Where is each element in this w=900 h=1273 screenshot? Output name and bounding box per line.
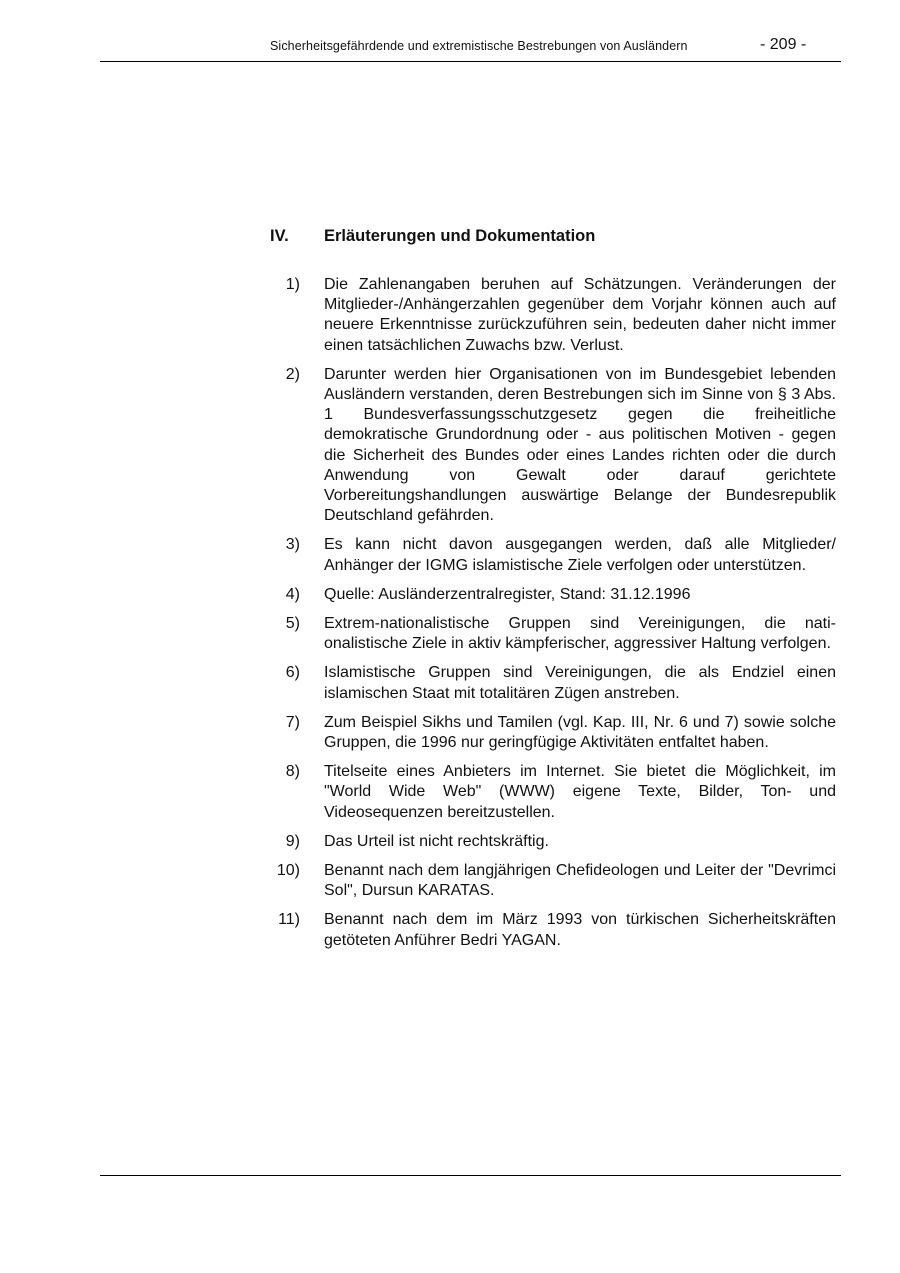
note-item <box>268 762 836 823</box>
note-number: 8) <box>285 763 300 781</box>
note-text: Titelseite eines Anbieters im Internet. Sie bietet die Möglichkeit, im "World Wide Web" (WWW) eigene Texte, Bilder, Ton- und Videosequenzen bereitzustellen. <box>324 763 836 821</box>
note-text: Das Urteil ist nicht rechtskräftig. <box>324 832 549 850</box>
running-header-title: Sicherheitsgefährdende und extremistische Bestrebungen von Ausländern <box>270 39 688 53</box>
note-text: Quelle: Ausländerzentralregister, Stand: 31.12.1996 <box>324 585 691 603</box>
note-text: Die Zahlenangaben beruhen auf Schätzungen. Veränderungen der Mitglieder-/Anhängerzahlen gegenüber dem Vorjahr können auch auf neuere Erkenntnisse zurückzuführen sein, bedeuten daher nicht immer einen tatsächlichen Zuwachs bzw. Verlust. <box>324 276 836 354</box>
note-number: 6) <box>285 664 300 682</box>
note-item <box>268 614 836 654</box>
note-item <box>268 910 836 950</box>
note-text: Extrem-nationalistische Gruppen sind Vereinigungen, die nationalistische Ziele in aktiv kämpferischer, aggressiver Haltung verfolgen. <box>324 615 836 653</box>
note-number: 1) <box>285 276 300 293</box>
note-item <box>268 663 836 703</box>
note-item <box>268 832 836 852</box>
footer-rule <box>100 1175 841 1176</box>
note-number: 2) <box>285 365 300 383</box>
note-item <box>268 585 836 605</box>
note-text: Benannt nach dem im März 1993 von türkischen Sicherheitskräften getöteten Anführer Bedri YAGAN. <box>324 911 836 949</box>
section-heading <box>270 227 595 246</box>
note-number: 4) <box>285 585 300 603</box>
notes-list <box>268 275 836 960</box>
note-text: Benannt nach dem langjährigen Chefideologen und Leiter der "Devrimci Sol", Dursun KARATAS. <box>324 862 836 900</box>
note-number: 7) <box>285 713 300 731</box>
note-number: 5) <box>285 615 300 633</box>
note-number: 10) <box>276 862 300 880</box>
section-title: Erläuterungen und Dokumentation <box>324 227 596 245</box>
note-number: 11) <box>278 911 300 929</box>
note-number: 9) <box>285 832 300 850</box>
note-item <box>268 861 836 901</box>
note-text: Darunter werden hier Organisationen von im Bundesgebiet lebenden Ausländern verstanden, deren Bestrebungen sich im Sinne von § 3 Abs. 1 Bundesverfassungsschutzgesetz gegen die freiheitliche demokratische Grundordnung oder - aus politischen Motiven - gegen die Sicherheit des Bundes oder eines Landes richten oder die durch Anwendung von Gewalt oder darauf gerichtete Vorbereitungshandlungen auswärtige Belange der Bundesrepublik Deutschland gefährden. <box>324 365 836 525</box>
note-item <box>268 713 836 753</box>
note-text: Zum Beispiel Sikhs und Tamilen (vgl. Kap. III, Nr. 6 und 7) sowie solche Gruppen, die 1996 nur geringfügige Aktivitäten entfaltet haben. <box>324 713 836 752</box>
note-text: Islamistische Gruppen sind Vereinigungen, die als Endziel einen islamischen Staat mit totalitären Zügen anstreben. <box>324 664 836 702</box>
header-rule <box>100 61 841 62</box>
note-item <box>268 365 836 527</box>
note-item <box>268 275 836 356</box>
note-text: Es kann nicht davon ausgegangen werden, daß alle Mitglieder/ Anhänger der IGMG islamistische Ziele verfolgen oder unterstützen. <box>324 536 836 574</box>
note-number: 3) <box>285 536 300 554</box>
section-number: IV. <box>270 227 289 245</box>
page-number: - 209 - <box>760 36 807 53</box>
note-item <box>268 535 836 575</box>
